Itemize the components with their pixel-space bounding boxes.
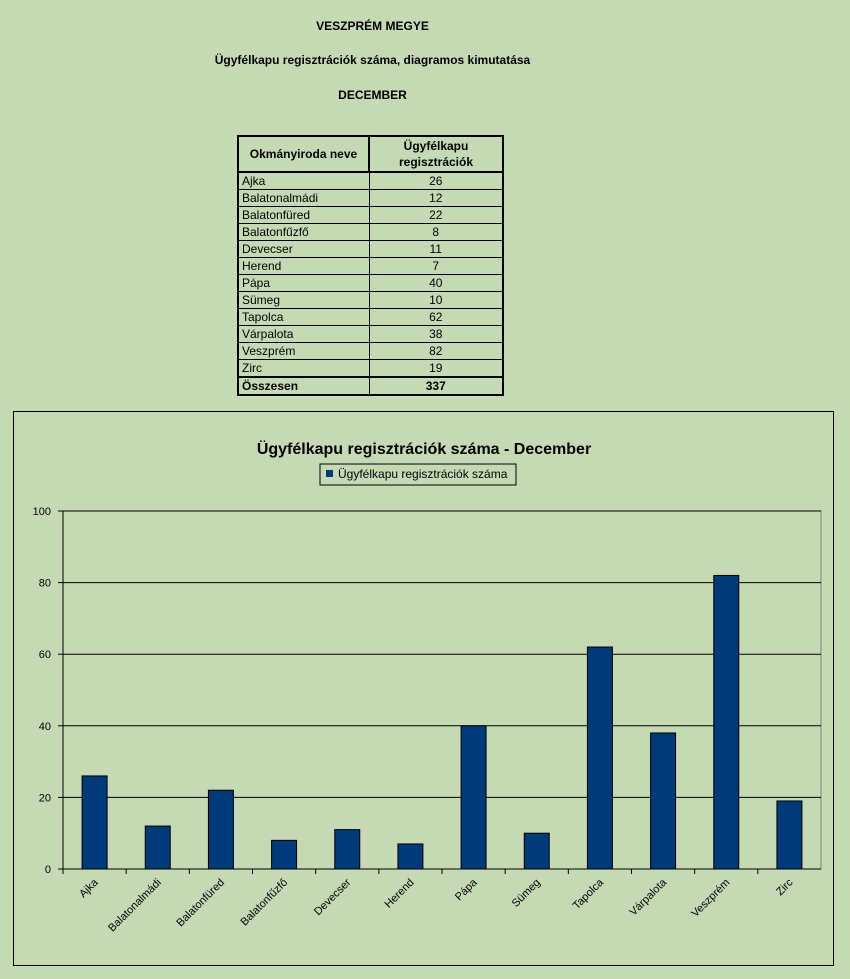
office-name-cell: Tapolca [238,309,369,326]
y-tick-label: 100 [32,506,51,518]
x-tick-label: Herend [382,876,417,911]
office-name-cell: Balatonfüred [238,207,369,224]
bar-balatonalmádi [145,826,170,869]
legend-label: Ügyfélkapu regisztrációk száma [338,467,508,481]
table-row [238,360,503,378]
bar-ajka [82,776,107,869]
x-tick-label: Tapolca [570,876,607,912]
table-row [238,172,503,190]
column-header-office: Okmányiroda neve [238,136,369,172]
registration-count-cell: 38 [369,326,503,343]
chart-title: Ügyfélkapu regisztrációk száma - December [256,441,592,458]
x-tick-label: Sümeg [509,876,543,910]
column-header-registrations: Ügyfélkapu regisztrációk [369,136,503,172]
report-subtitle: Ügyfélkapu regisztrációk száma, diagramos kimutatása [214,53,531,67]
bar-veszprém [714,575,739,869]
x-tick-label: Zirc [774,876,796,899]
x-tick-label: Várpalota [627,876,670,919]
office-name-cell: Veszprém [238,343,369,360]
bar-herend [398,844,423,869]
registration-count-cell: 7 [369,258,503,275]
table-row [238,275,503,292]
registration-count-cell: 11 [369,241,503,258]
x-tick-label: Balatonfüred [174,876,228,930]
office-name-cell: Balatonalmádi [238,190,369,207]
plot-area [63,511,821,869]
y-tick-label: 80 [38,577,51,590]
table-row [238,326,503,343]
y-tick-label: 20 [38,792,51,805]
x-tick-label: Balatonalmádi [106,876,164,935]
x-tick-label: Ajka [77,876,101,901]
y-tick-label: 60 [38,649,51,662]
office-name-cell: Zirc [238,360,369,378]
registration-count-cell: 12 [369,190,503,207]
bar-zirc [777,801,802,869]
total-value: 337 [369,377,503,395]
x-tick-label: Veszprém [689,876,733,920]
bar-tapolca [587,647,612,869]
table-row [238,309,503,326]
bar-chart [14,412,833,965]
registration-count-cell: 40 [369,275,503,292]
x-tick-label: Balatonfűzfő [238,876,291,929]
region-title: VESZPRÉM MEGYE [316,19,429,33]
table-row [238,190,503,207]
bar-várpalota [651,733,676,869]
office-name-cell: Herend [238,258,369,275]
bar-balatonfüred [208,790,233,869]
table-body [238,172,503,395]
table-row [238,258,503,275]
table-row [238,224,503,241]
legend-swatch [326,470,333,477]
table-row [238,207,503,224]
total-label: Összesen [238,377,369,395]
bar-devecser [335,830,360,869]
x-tick-label: Devecser [312,876,354,918]
x-tick-label: Pápa [453,876,480,904]
y-tick-label: 0 [44,864,51,876]
registration-count-cell: 26 [369,172,503,190]
total-row [238,377,503,395]
registration-count-cell: 22 [369,207,503,224]
registration-count-cell: 8 [369,224,503,241]
table-row [238,241,503,258]
office-name-cell: Sümeg [238,292,369,309]
report-month: DECEMBER [338,88,407,102]
bar-balatonfűzfő [272,840,297,869]
office-name-cell: Ajka [238,172,369,190]
office-name-cell: Pápa [238,275,369,292]
table-row [238,343,503,360]
office-name-cell: Balatonfűzfő [238,224,369,241]
table-row [238,292,503,309]
registration-table [237,135,504,396]
bar-pápa [461,726,486,869]
office-name-cell: Várpalota [238,326,369,343]
bar-sümeg [524,833,549,869]
table-header-row [238,136,503,172]
chart-area [13,411,834,966]
registration-count-cell: 19 [369,360,503,378]
registration-count-cell: 62 [369,309,503,326]
registration-count-cell: 10 [369,292,503,309]
office-name-cell: Devecser [238,241,369,258]
registration-count-cell: 82 [369,343,503,360]
y-tick-label: 40 [38,720,51,733]
